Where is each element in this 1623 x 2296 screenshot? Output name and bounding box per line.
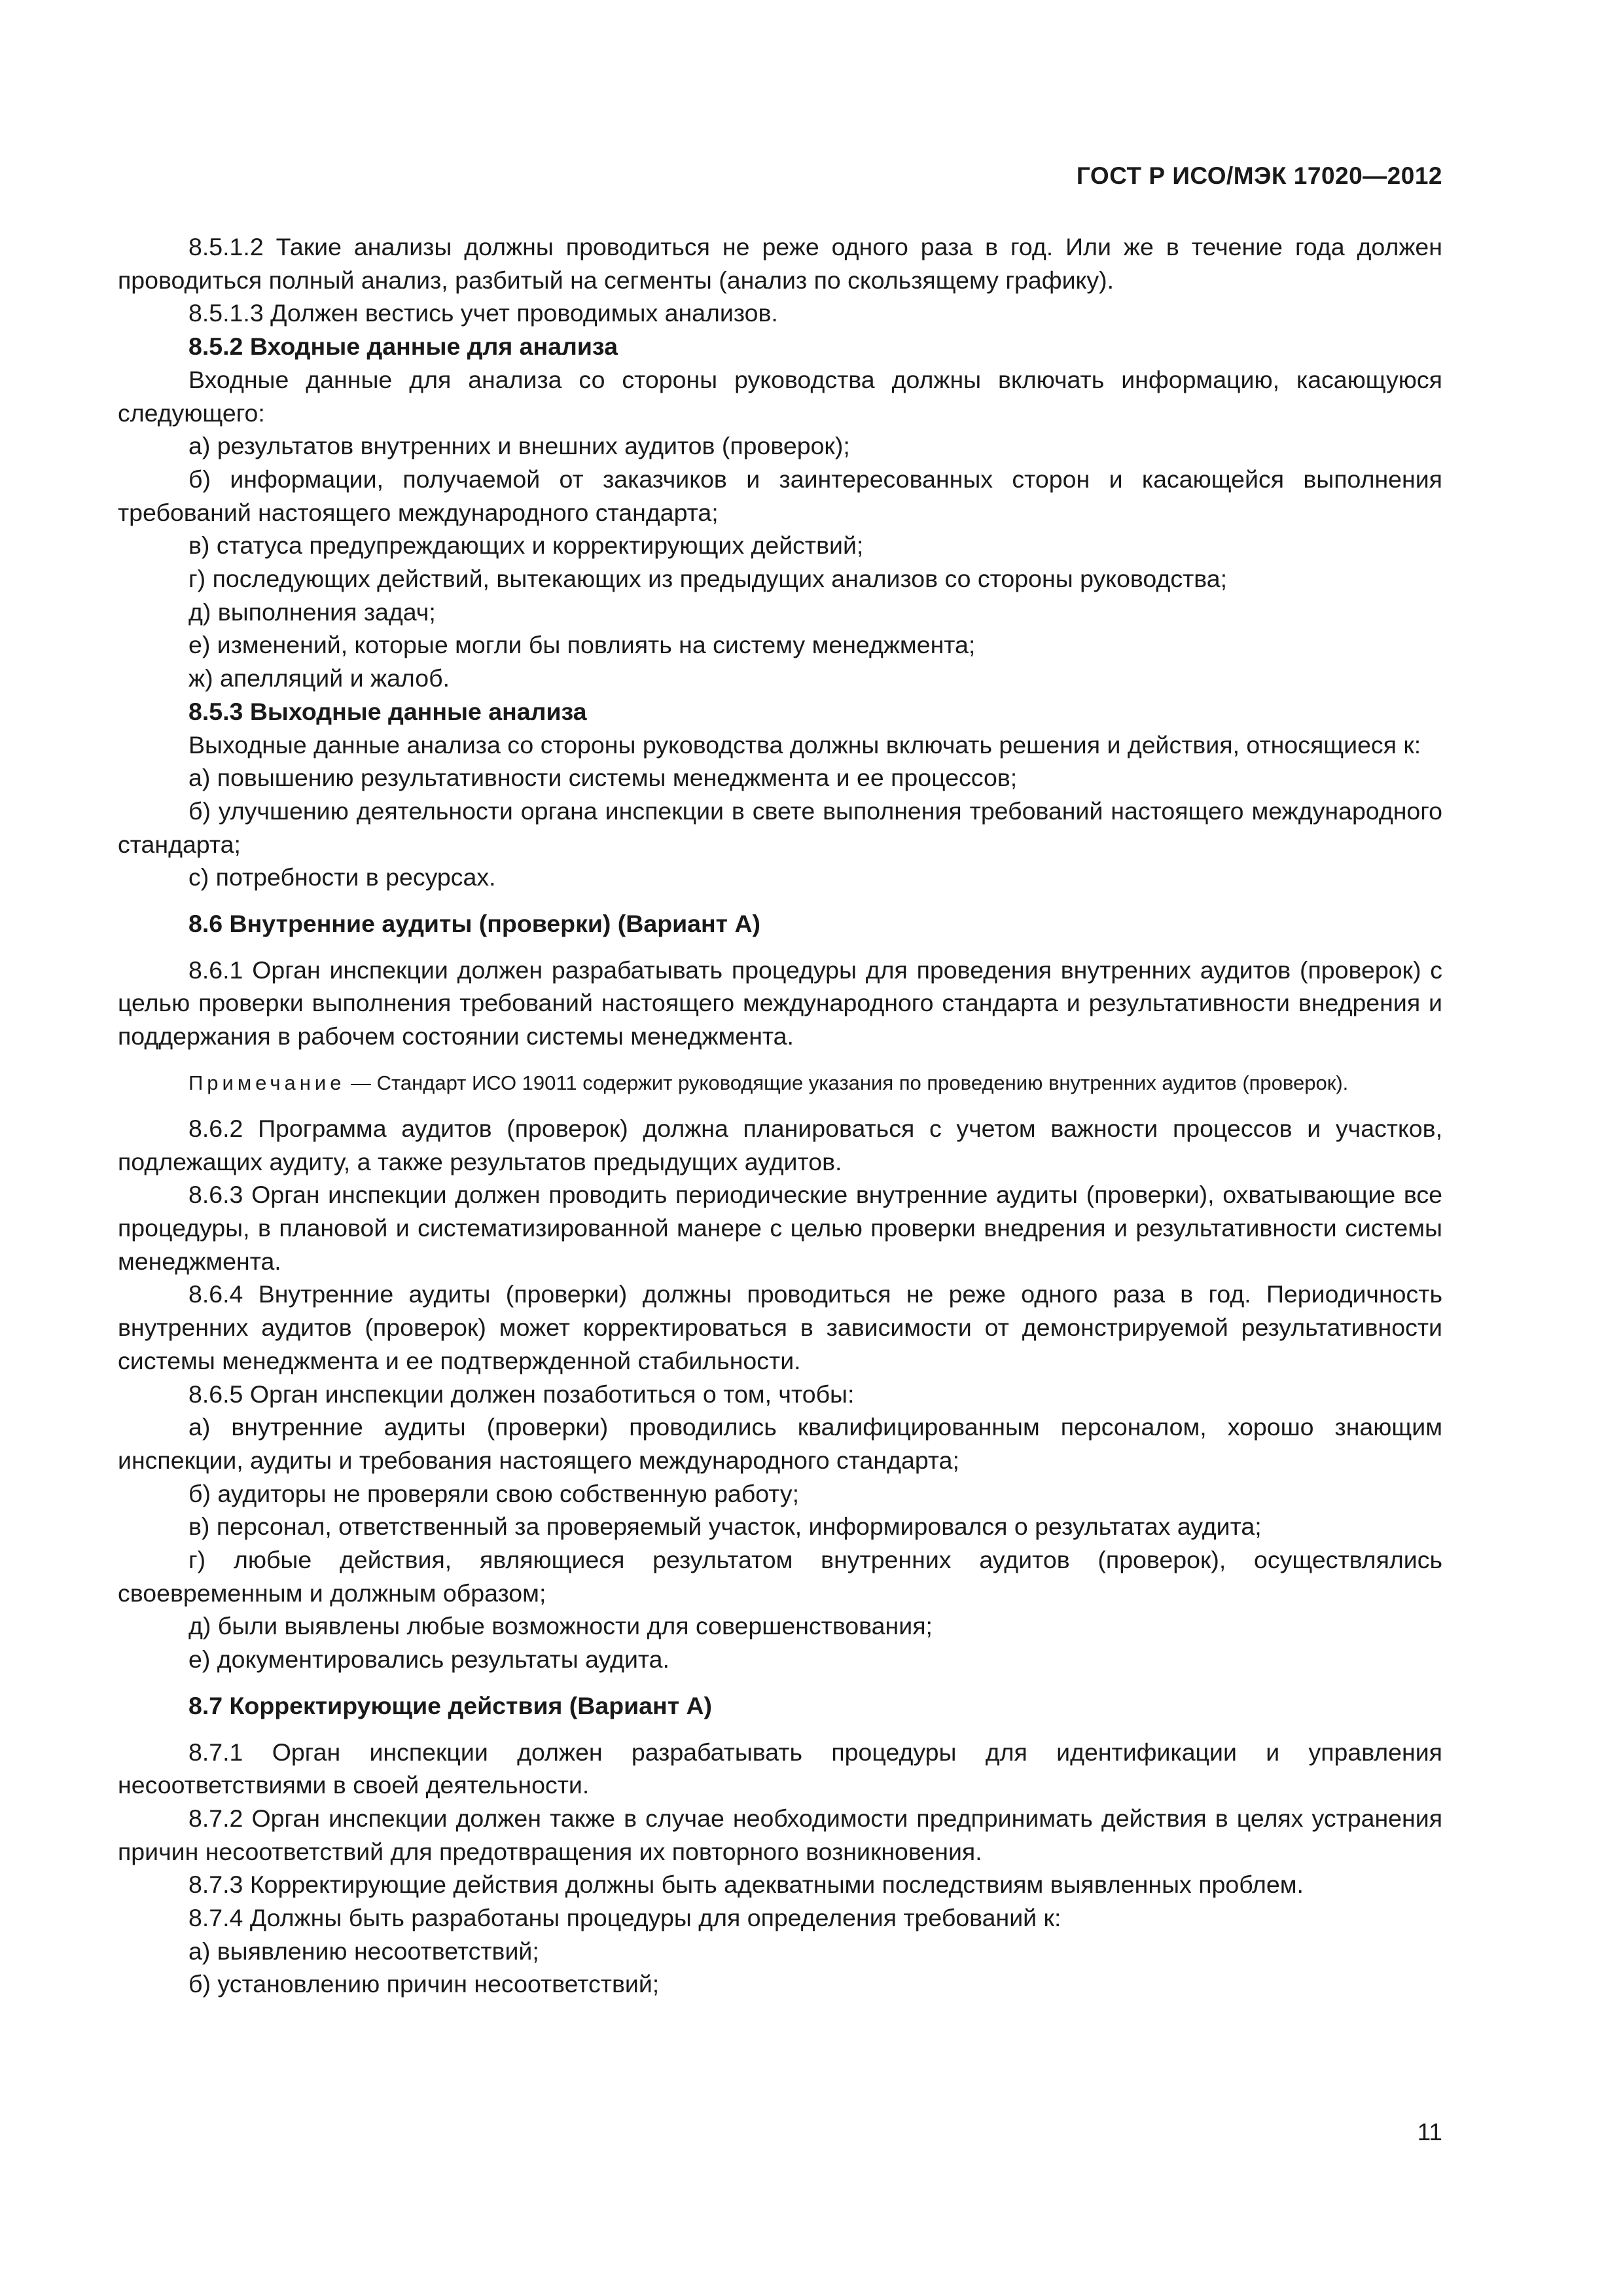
- list-item-input-e: е) изменений, которые могли бы повлиять на систему менеджмента;: [188, 631, 976, 659]
- list-item-input-b: б) информации, получаемой от заказчиков и заинтересованных сторон и касающейся выполнения требований настоящего международного стандарта;: [118, 465, 1442, 526]
- input-data-intro: Входные данные для анализа со стороны руководства должны включать информацию, касающуюся следующего:: [118, 365, 1442, 427]
- list-item-audit-a: a) внутренние аудиты (проверки) проводились квалифицированным персоналом, хорошо знающим инспекции, аудиты и требования настоящего международного стандарта;: [118, 1413, 1442, 1474]
- clause-8-5-1-2: 8.5.1.2 Такие анализы должны проводиться не реже одного раза в год. Или же в течение года должен проводиться полный анализ, разбитый на сегменты (анализ по скользящему графику).: [118, 233, 1442, 294]
- note-text: — Стандарт ИСО 19011 содержит руководящие указания по проведению внутренних аудитов (проверок).: [345, 1071, 1349, 1094]
- list-item-output-b: б) улучшению деятельности органа инспекции в свете выполнения требований настоящего международного стандарта;: [118, 797, 1442, 858]
- heading-8-7: 8.7 Корректирующие действия (Вариант А): [188, 1691, 713, 1719]
- clause-8-6-3: 8.6.3 Орган инспекции должен проводить периодические внутренние аудиты (проверки), охватывающие все процедуры, в плановой и систематизированной манере с целью проверки внедрения и результативности системы менеджмента.: [118, 1181, 1442, 1275]
- heading-8-5-2: 8.5.2 Входные данные для анализа: [188, 332, 618, 361]
- output-data-intro: Выходные данные анализа со стороны руководства должны включать решения и действия, относящиеся к:: [188, 730, 1421, 759]
- clause-8-6-5: 8.6.5 Орган инспекции должен позаботиться о том, чтобы:: [188, 1380, 855, 1408]
- clause-8-7-2: 8.7.2 Орган инспекции должен также в случае необходимости предпринимать действия в целях устранения причин несоответствий для предотвращения их повторного возникновения.: [118, 1804, 1442, 1865]
- list-item-input-v: в) статуса предупреждающих и корректирующих действий;: [188, 531, 864, 560]
- heading-8-5-3: 8.5.3 Выходные данные анализа: [188, 697, 587, 725]
- clause-8-7-1: 8.7.1 Орган инспекции должен разрабатывать процедуры для идентификации и управления несоответствиями в своей деятельности.: [118, 1738, 1442, 1799]
- list-item-corrective-b: б) установлению причин несоответствий;: [188, 1970, 660, 1998]
- note: [118, 1069, 1442, 1098]
- heading-8-6: 8.6 Внутренние аудиты (проверки) (Вариант А): [188, 910, 761, 938]
- list-item-audit-e: е) документировались результаты аудита.: [188, 1645, 669, 1674]
- list-item-output-a: a) повышению результативности системы менеджмента и ее процессов;: [188, 764, 1018, 792]
- page-number: 11: [1417, 2119, 1442, 2145]
- clause-8-6-1: 8.6.1 Орган инспекции должен разрабатывать процедуры для проведения внутренних аудитов (проверок) с целью проверки выполнения требований настоящего международного стандарта и результативности внедрения и поддержания в рабочем состоянии системы менеджмента.: [118, 956, 1442, 1050]
- list-item-output-c: c) потребности в ресурсах.: [188, 863, 496, 891]
- document-code-header: ГОСТ Р ИСО/МЭК 17020—2012: [1076, 162, 1442, 189]
- clause-8-5-1-3: 8.5.1.3 Должен вестись учет проводимых анализов.: [188, 299, 778, 327]
- clause-8-7-3: 8.7.3 Корректирующие действия должны быть адекватными последствиям выявленных проблем.: [188, 1871, 1304, 1899]
- list-item-input-zh: ж) апелляций и жалоб.: [188, 664, 450, 692]
- clause-8-6-4: 8.6.4 Внутренние аудиты (проверки) должны проводиться не реже одного раза в год. Периодичность внутренних аудитов (проверок) может корректироваться в зависимости от демонстрируемой результативности системы менеджмента и ее подтвержденной стабильности.: [118, 1280, 1442, 1374]
- list-item-audit-g: г) любые действия, являющиеся результатом внутренних аудитов (проверок), осуществлялись своевременным и должным образом;: [118, 1546, 1442, 1607]
- list-item-input-a: a) результатов внутренних и внешних аудитов (проверок);: [188, 432, 850, 460]
- clause-8-6-2: 8.6.2 Программа аудитов (проверок) должна планироваться с учетом важности процессов и участков, подлежащих аудиту, а также результатов предыдущих аудитов.: [118, 1114, 1442, 1175]
- list-item-audit-b: б) аудиторы не проверяли свою собственную работу;: [188, 1479, 800, 1507]
- list-item-corrective-a: a) выявлению несоответствий;: [188, 1937, 539, 1965]
- list-item-input-g: г) последующих действий, вытекающих из предыдущих анализов со стороны руководства;: [188, 565, 1228, 593]
- clause-8-7-4: 8.7.4 Должны быть разработаны процедуры для определения требований к:: [188, 1904, 1061, 1932]
- document-body: [118, 230, 1442, 2001]
- list-item-input-d: д) выполнения задач;: [188, 598, 436, 626]
- list-item-audit-v: в) персонал, ответственный за проверяемый участок, информировался о результатах аудита;: [188, 1513, 1262, 1541]
- note-label: Примечание: [188, 1071, 346, 1094]
- list-item-audit-d: д) были выявлены любые возможности для совершенствования;: [188, 1612, 933, 1640]
